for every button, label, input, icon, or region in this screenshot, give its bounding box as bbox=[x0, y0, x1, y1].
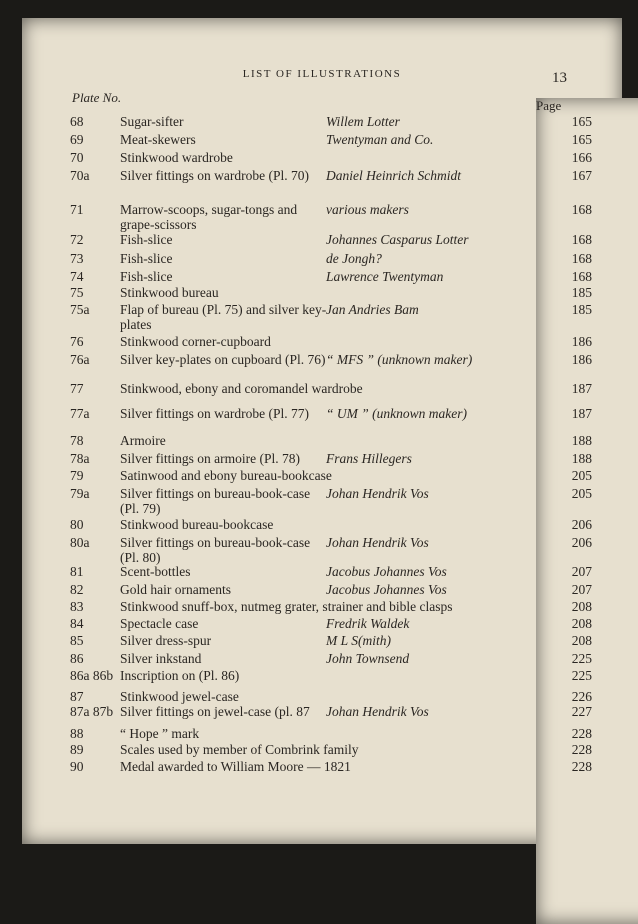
maker-name: Jacobus Johannes Vos bbox=[326, 564, 447, 579]
page-ref: 206 bbox=[571, 535, 592, 550]
plate-number: 81 bbox=[70, 564, 84, 579]
illustration-title: Stinkwood snuff-box, nutmeg grater, strainer and bible clasps bbox=[120, 599, 453, 614]
plate-number: 75 bbox=[70, 285, 84, 300]
plate-number: 86a 86b bbox=[70, 668, 114, 683]
page-ref: 187 bbox=[571, 381, 592, 396]
page-ref: 188 bbox=[571, 451, 592, 466]
illustration-title: Silver fittings on bureau-book-case (Pl. 80) bbox=[120, 535, 311, 565]
maker-name: Johan Hendrik Vos bbox=[326, 535, 429, 550]
plate-number: 70 bbox=[70, 150, 84, 165]
page-number: 13 bbox=[552, 70, 567, 86]
maker-name: Lawrence Twentyman bbox=[326, 269, 444, 284]
maker-name: M L S(mith) bbox=[326, 633, 392, 648]
page-ref: 208 bbox=[571, 633, 592, 648]
illustration-title: Stinkwood, ebony and coromandel wardrobe bbox=[120, 381, 363, 396]
plate-number: 83 bbox=[70, 599, 84, 614]
plate-number: 84 bbox=[70, 616, 84, 631]
plate-number: 78 bbox=[70, 433, 84, 448]
page-ref: 205 bbox=[571, 468, 592, 483]
illustration-title: Satinwood and ebony bureau-bookcase bbox=[120, 468, 332, 483]
maker-name: Twentyman and Co. bbox=[326, 132, 434, 147]
plate-number: 88 bbox=[70, 726, 84, 741]
maker-name: Johan Hendrik Vos bbox=[326, 704, 429, 719]
page-ref: 208 bbox=[571, 599, 592, 614]
page-ref: 185 bbox=[571, 285, 592, 300]
plate-number: 86 bbox=[70, 651, 84, 666]
illustration-title: “ Hope ” mark bbox=[120, 726, 200, 741]
maker-name: Jan Andries Bam bbox=[326, 302, 419, 317]
maker-name: Johannes Casparus Lotter bbox=[326, 232, 469, 247]
page-ref: 226 bbox=[571, 689, 592, 704]
page-ref: 168 bbox=[571, 269, 592, 284]
page-ref: 227 bbox=[571, 704, 592, 719]
maker-name: Willem Lotter bbox=[326, 114, 400, 129]
plate-number: 79a bbox=[70, 486, 90, 501]
page-ref: 166 bbox=[571, 150, 592, 165]
illustration-title: Silver fittings on armoire (Pl. 78) bbox=[120, 451, 300, 466]
illustration-title: Armoire bbox=[120, 433, 166, 448]
plate-number: 85 bbox=[70, 633, 84, 648]
maker-name: Johan Hendrik Vos bbox=[326, 486, 429, 501]
book-page bbox=[22, 18, 622, 844]
plate-number: 69 bbox=[70, 132, 84, 147]
illustration-title: Stinkwood corner-cupboard bbox=[120, 334, 271, 349]
plate-number: 82 bbox=[70, 582, 84, 597]
maker-name: de Jongh? bbox=[326, 251, 382, 266]
plate-number: 80 bbox=[70, 517, 84, 532]
page-ref: 225 bbox=[571, 651, 592, 666]
plate-number: 87 bbox=[70, 689, 84, 704]
illustration-title: Fish-slice bbox=[120, 269, 173, 284]
plate-number: 68 bbox=[70, 114, 84, 129]
plate-number: 74 bbox=[70, 269, 84, 284]
illustration-title: Sugar-sifter bbox=[120, 114, 184, 129]
illustration-title: Marrow-scoops, sugar-tongs and grape-scissors bbox=[120, 202, 298, 232]
illustration-title: Medal awarded to William Moore — 1821 bbox=[120, 759, 351, 774]
plate-number: 77 bbox=[70, 381, 84, 396]
page-ref: 228 bbox=[571, 759, 592, 774]
maker-name: various makers bbox=[326, 202, 409, 217]
page-ref: 165 bbox=[571, 132, 592, 147]
illustration-title: Flap of bureau (Pl. 75) and silver key-plates bbox=[120, 302, 327, 332]
page-column-header: Page bbox=[536, 98, 638, 924]
illustration-title: Meat-skewers bbox=[120, 132, 196, 147]
plate-number: 79 bbox=[70, 468, 84, 483]
illustration-title: Silver fittings on jewel-case (pl. 87 bbox=[120, 704, 310, 719]
plate-number: 78a bbox=[70, 451, 90, 466]
maker-name: Frans Hillegers bbox=[326, 451, 412, 466]
maker-name: “ UM ” (unknown maker) bbox=[326, 406, 467, 421]
page-ref: 228 bbox=[571, 742, 592, 757]
illustration-title: Gold hair ornaments bbox=[120, 582, 231, 597]
page-ref: 168 bbox=[571, 202, 592, 217]
page-ref: 168 bbox=[571, 232, 592, 247]
page-ref: 168 bbox=[571, 251, 592, 266]
plate-number: 90 bbox=[70, 759, 84, 774]
page-ref: 225 bbox=[571, 668, 592, 683]
illustration-title: Scales used by member of Combrink family bbox=[120, 742, 359, 757]
page-ref: 186 bbox=[571, 352, 592, 367]
illustration-title: Silver fittings on wardrobe (Pl. 77) bbox=[120, 406, 309, 421]
page-ref: 187 bbox=[571, 406, 592, 421]
plate-number: 87a 87b bbox=[70, 704, 114, 719]
page-ref: 188 bbox=[571, 433, 592, 448]
illustration-title: Stinkwood jewel-case bbox=[120, 689, 239, 704]
page-ref: 205 bbox=[571, 486, 592, 501]
plate-number: 70a bbox=[70, 168, 90, 183]
illustration-title: Silver fittings on bureau-book-case (Pl. 79) bbox=[120, 486, 311, 516]
plate-number: 89 bbox=[70, 742, 84, 757]
maker-name: Fredrik Waldek bbox=[326, 616, 410, 631]
illustration-title: Fish-slice bbox=[120, 232, 173, 247]
page-ref: 185 bbox=[571, 302, 592, 317]
illustration-title: Silver inkstand bbox=[120, 651, 202, 666]
plate-number: 80a bbox=[70, 535, 90, 550]
plate-number: 77a bbox=[70, 406, 90, 421]
illustration-title: Silver dress-spur bbox=[120, 633, 212, 648]
maker-name: Jacobus Johannes Vos bbox=[326, 582, 447, 597]
illustration-title: Stinkwood bureau bbox=[120, 285, 219, 300]
page-ref: 228 bbox=[571, 726, 592, 741]
page-ref: 165 bbox=[571, 114, 592, 129]
illustration-title: Fish-slice bbox=[120, 251, 173, 266]
page-ref: 206 bbox=[571, 517, 592, 532]
maker-name: “ MFS ” (unknown maker) bbox=[326, 352, 473, 367]
page-ref: 207 bbox=[571, 582, 592, 597]
illustration-title: Silver fittings on wardrobe (Pl. 70) bbox=[120, 168, 309, 183]
illustration-title: Stinkwood bureau-bookcase bbox=[120, 517, 274, 532]
maker-name: John Townsend bbox=[326, 651, 410, 666]
illustration-title: Stinkwood wardrobe bbox=[120, 150, 233, 165]
plate-number: 76 bbox=[70, 334, 84, 349]
illustration-title: Spectacle case bbox=[120, 616, 199, 631]
page-ref: 186 bbox=[571, 334, 592, 349]
plate-column-header: Plate No. bbox=[72, 90, 122, 105]
illustration-title: Silver key-plates on cupboard (Pl. 76) bbox=[120, 352, 326, 367]
plate-number: 71 bbox=[70, 202, 84, 217]
illustration-title: Inscription on (Pl. 86) bbox=[120, 668, 240, 683]
page-ref: 207 bbox=[571, 564, 592, 579]
plate-number: 73 bbox=[70, 251, 84, 266]
plate-number: 76a bbox=[70, 352, 90, 367]
plate-number: 75a bbox=[70, 302, 90, 317]
page-ref: 167 bbox=[571, 168, 592, 183]
page-ref: 208 bbox=[571, 616, 592, 631]
page-title: LIST OF ILLUSTRATIONS bbox=[242, 68, 402, 80]
plate-number: 72 bbox=[70, 232, 84, 247]
maker-name: Daniel Heinrich Schmidt bbox=[326, 168, 461, 183]
illustration-title: Scent-bottles bbox=[120, 564, 191, 579]
